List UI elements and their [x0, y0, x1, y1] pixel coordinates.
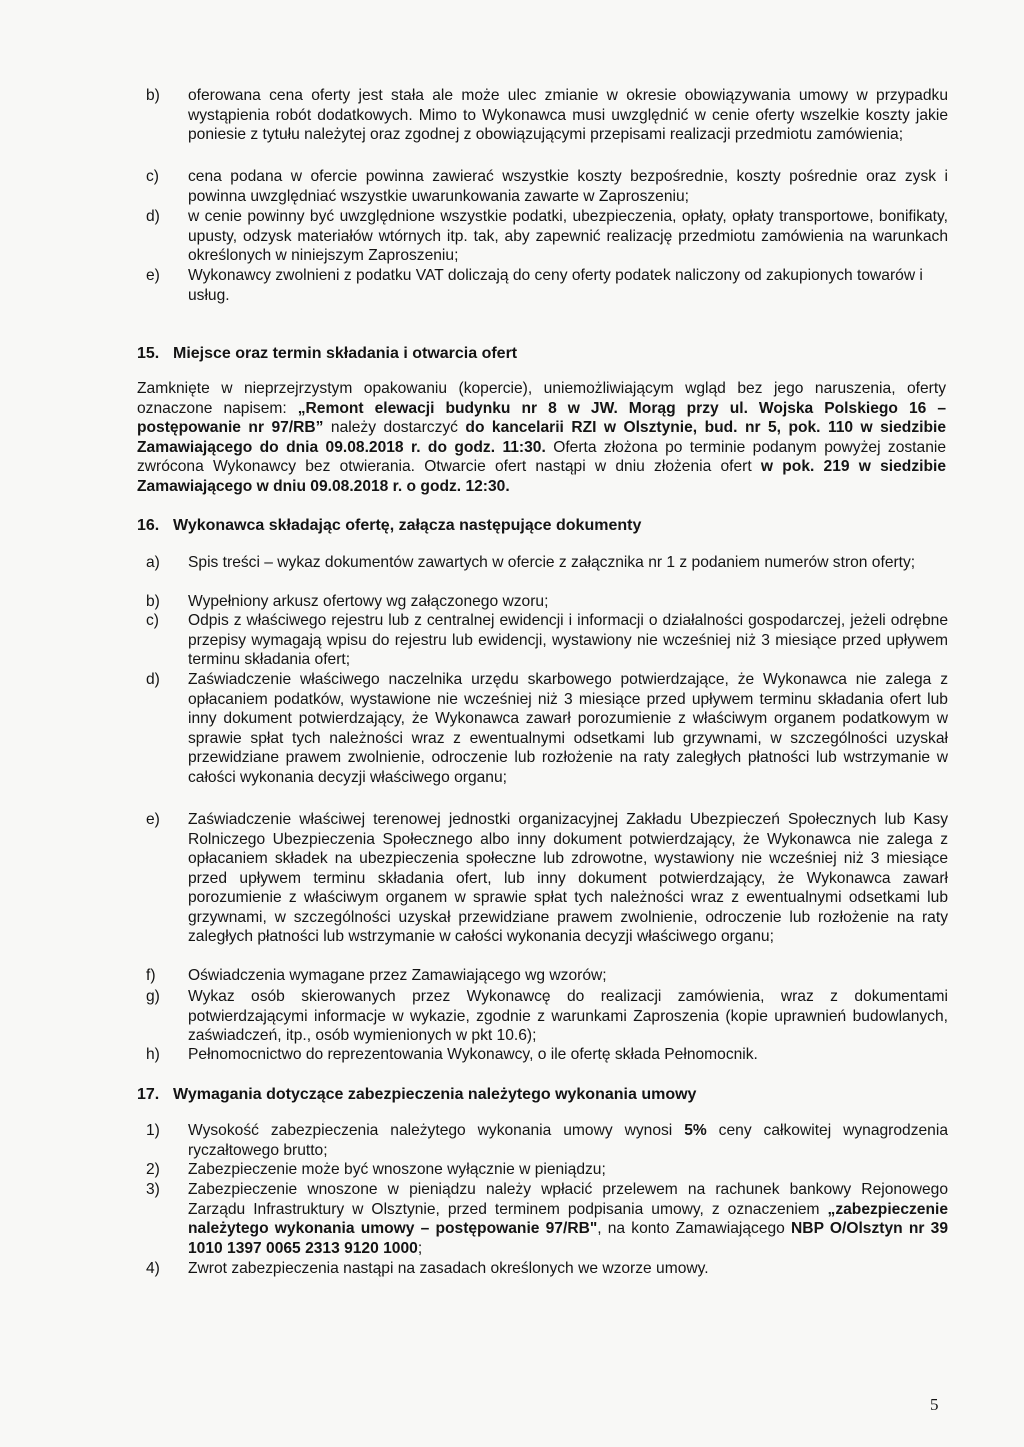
- paragraph-bold: w pok. 219 w siedzibie Zamawiającego w dniu 09.08.2018 r. o godz. 12:30.: [137, 458, 946, 495]
- list-marker: h): [146, 1046, 160, 1063]
- section-title: Wykonawca składając ofertę, załącza następujące dokumenty: [173, 517, 642, 534]
- list-marker: 4): [146, 1260, 160, 1277]
- list-text: cena podana w ofercie powinna zawierać wszystkie koszty bezpośrednie, koszty pośrednie oraz zysk i powinna uwzględniać wszystkie uwarunkowania zawarte w Zaproszeniu;: [188, 168, 948, 205]
- list-text: Spis treści – wykaz dokumentów zawartych w ofercie z załącznika nr 1 z podaniem numerów stron oferty;: [188, 554, 916, 571]
- list-text-part: Wysokość zabezpieczenia należytego wykonania umowy wynosi: [188, 1122, 685, 1139]
- list-marker: a): [146, 554, 160, 571]
- list-text-bold: 5%: [684, 1122, 707, 1139]
- section-heading-15: [137, 344, 517, 364]
- paragraph-bold: do kancelarii RZI w Olsztynie, bud. nr 5, pok. 110 w siedzibie Zamawiającego do dnia 09.08.2018 r. do godz. 11:30.: [137, 419, 946, 456]
- list-text-part: Zabezpieczenie wnoszone w pieniądzu należy wpłacić przelewem na rachunek bankowy Rejonowego Zarządu Infrastruktury w Olsztynie, przed terminem podpisania umowy, z oznaczeniem: [188, 1181, 948, 1218]
- list-text: oferowana cena oferty jest stała ale może ulec zmianie w okresie obowiązywania umowy w przypadku wystąpienia robót dodatkowych. Mimo to Wykonawca musi uwzględnić w cenie oferty wszelkie koszty jakie poniesie z tytułu należytej oraz zgodnej z obowiązującymi przepisami realizacji przedmiotu zamówienia;: [188, 87, 948, 143]
- paragraph-bold: „Remont elewacji budynku nr 8 w JW. Morąg przy ul. Wojska Polskiego 16 – postępowanie nr 97/RB”: [137, 399, 946, 436]
- list-text-part: ;: [417, 1239, 423, 1257]
- section-number: 17.: [137, 1086, 160, 1103]
- list-marker: c): [146, 168, 159, 185]
- list-text: w cenie powinny być uwzględnione wszystkie podatki, ubezpieczenia, opłaty, opłaty transportowe, bonifikaty, upusty, odzysk materiałów wtórnych itp. tak, aby zapewnić realizację przedmiotu zamówienia na warunkach określonych w niniejszym Zaproszeniu;: [188, 208, 948, 264]
- list-text: Zabezpieczenie może być wnoszone wyłącznie w pieniądzu;: [188, 1161, 606, 1178]
- list-marker: d): [146, 671, 160, 688]
- list-text: Zwrot zabezpieczenia nastąpi na zasadach określonych we wzorze umowy.: [188, 1260, 709, 1277]
- list-text-bold: „zabezpieczenie należytego wykonania umowy – postępowanie 97/RB": [188, 1200, 948, 1237]
- list-text: Wypełniony arkusz ofertowy wg załączonego wzoru;: [188, 593, 549, 610]
- paragraph-text: Zamknięte w nieprzejrzystym opakowaniu (kopercie), uniemożliwiającym wgląd bez jego naruszenia, oferty oznaczone napisem:: [137, 380, 946, 417]
- paragraph-text: należy dostarczyć: [323, 419, 466, 436]
- list-text: Zaświadczenie właściwego naczelnika urzędu skarbowego potwierdzające, że Wykonawca nie zalega z opłacaniem podatków, wystawione nie wcześniej niż 3 miesiące przed upływem terminu składania ofert lub inny dokument potwierdzający, że Wykonawca zawarł porozumienie z właściwym organem podatkowym w sprawie spłat tych należności wraz z ewentualnymi odsetkami lub grzywnami, w szczególności uzyskał przewidziane prawem zwolnienie, odroczenie lub rozłożenie na raty zaległych płatności lub wstrzymanie w całości wykonania decyzji właściwego organu;: [188, 671, 948, 786]
- page-number: 5: [930, 1395, 939, 1414]
- list-marker: e): [146, 811, 160, 828]
- list-marker: b): [146, 593, 160, 610]
- list-marker: 2): [146, 1161, 160, 1178]
- list-marker: 1): [146, 1122, 160, 1139]
- list-text: Wykaz osób skierowanych przez Wykonawcę do realizacji zamówienia, wraz z dokumentami potwierdzającymi informacje w wykazie, zgodnie z warunkami Zaproszenia (kopie uprawnień budowlanych, zaświadczeń, itp., osób wymienionych w pkt 10.6);: [188, 988, 948, 1044]
- section-number: 15.: [137, 345, 160, 362]
- list-marker: f): [146, 967, 156, 984]
- list-text-part: ceny całkowitej wynagrodzenia ryczałtowego brutto;: [188, 1122, 948, 1159]
- list-text-bold: NBP O/Olsztyn nr 39 1010 1397 0065 2313 9120 1000: [188, 1220, 948, 1257]
- list-text: Wykonawcy zwolnieni z podatku VAT doliczają do ceny oferty podatek naliczony od zakupionych towarów i usług.: [188, 267, 923, 304]
- list-marker: c): [146, 612, 159, 629]
- list-text: Zaświadczenie właściwej terenowej jednostki organizacyjnej Zakładu Ubezpieczeń Społecznych lub Kasy Rolniczego Ubezpieczenia Społecznego albo inny dokument potwierdzający, że Wykonawca nie zalega z opłacaniem składek na ubezpieczenia społeczne lub zdrowotne, wystawiony nie wcześniej niż 3 miesiące przed upływem terminu składania ofert, lub inny dokument potwierdzający, że Wykonawca zawarł porozumienie z właściwym organem w sprawie spłat tych należności wraz z ewentualnymi odsetkami lub grzywnami, w szczególności uzyskał przewidziane prawem zwolnienie, odroczenie lub rozłożenie na raty zaległych płatności lub wstrzymanie w całości wykonania decyzji właściwego organu;: [188, 811, 948, 945]
- section-heading-16: [137, 516, 641, 536]
- section-heading-17: [137, 1085, 696, 1105]
- list-marker: 3): [146, 1181, 160, 1198]
- section-number: 16.: [137, 517, 160, 534]
- list-marker: g): [146, 988, 160, 1005]
- list-marker: b): [146, 87, 160, 104]
- list-text: Odpis z właściwego rejestru lub z centralnej ewidencji i informacji o działalności gospodarczej, jeżeli odrębne przepisy wymagają wpisu do rejestru lub ewidencji, wystawiony nie wcześniej niż 3 miesiące przed upływem terminu składania ofert;: [188, 612, 948, 668]
- list-text: [188, 1180, 948, 1258]
- section-title: Wymagania dotyczące zabezpieczenia należytego wykonania umowy: [173, 1086, 697, 1103]
- list-text: Pełnomocnictwo do reprezentowania Wykonawcy, o ile ofertę składa Pełnomocnik.: [188, 1046, 758, 1063]
- list-text-part: , na konto Zamawiającego: [597, 1220, 792, 1237]
- section-15-paragraph: [137, 379, 946, 496]
- section-title: Miejsce oraz termin składania i otwarcia ofert: [173, 345, 518, 362]
- list-marker: e): [146, 267, 160, 284]
- list-text: [188, 1121, 948, 1160]
- list-text: Oświadczenia wymagane przez Zamawiającego wg wzorów;: [188, 967, 607, 984]
- paragraph-text: Oferta złożona po terminie podanym powyżej zostanie zwrócona Wykonawcy bez otwierania. Otwarcie ofert nastąpi w dniu złożenia ofert: [137, 438, 946, 475]
- list-marker: d): [146, 208, 160, 225]
